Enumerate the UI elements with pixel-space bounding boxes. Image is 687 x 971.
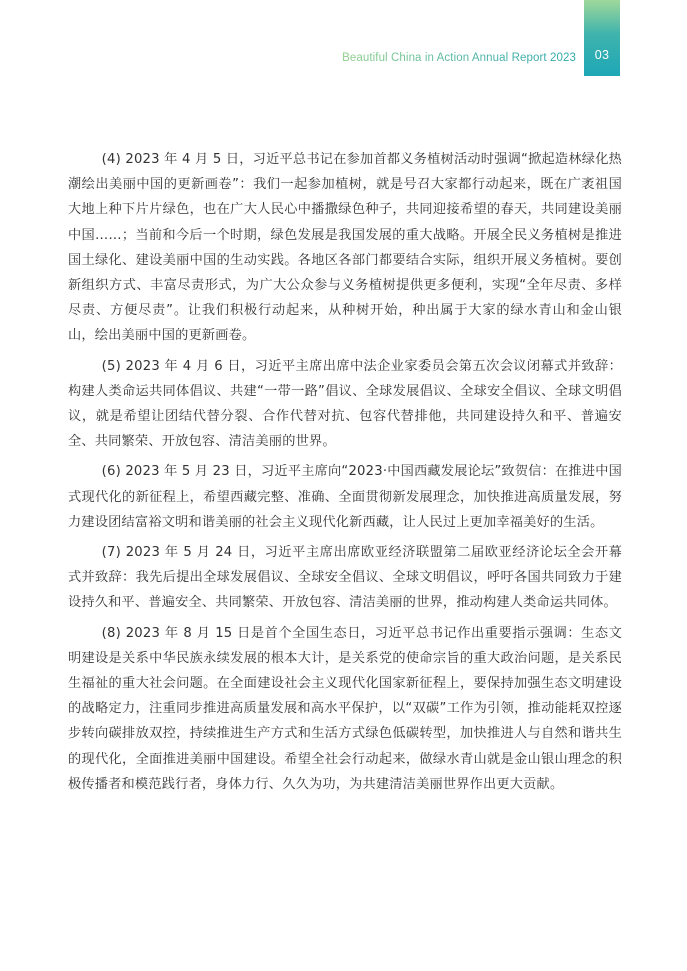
paragraph-7: (7) 2023 年 5 月 24 日，习近平主席出席欧亚经济联盟第二届欧亚经济论坛全会开幕式并致辞：我先后提出全球发展倡议、全球安全倡议、全球文明倡议，呼吁各国共同致力于建设持久和平、普遍安全、共同繁荣、开放包容、清洁美丽的世界，推动构建人类命运共同体。 [68, 545, 622, 611]
page-number: 03 [594, 48, 610, 62]
paragraph-6: (6) 2023 年 5 月 23 日，习近平主席向“2023·中国西藏发展论坛”致贺信：在推进中国式现代化的新征程上，希望西藏完整、准确、全面贯彻新发展理念，加快推进高质量发展，努力建设团结富裕文明和谐美丽的社会主义现代化新西藏，让人民过上更加幸福美好的生活。 [68, 464, 622, 530]
paragraph-4: (4) 2023 年 4 月 5 日，习近平总书记在参加首都义务植树活动时强调“掀起造林绿化热潮绘出美丽中国的更新画卷”：我们一起参加植树，就是号召大家都行动起来，既在广袤祖国大地上种下片片绿色，也在广大人民心中播撒绿色种子，共同迎接希望的春天，共同建设美丽中国……；当前和今后一个时期，绿色发展是我国发展的重大战略。开展全民义务植树是推进国土绿化、建设美丽中国的生动实践。各地区各部门都要结合实际，组织开展义务植树。要创新组织方式、丰富尽责形式，为广大公众参与义务植树提供更多便利，实现“全年尽责、多样尽责、方便尽责”。让我们积极行动起来，从种树开始，种出属于大家的绿水青山和金山银山，绘出美丽中国的更新画卷。 [68, 152, 622, 344]
paragraph-8: (8) 2023 年 8 月 15 日是首个全国生态日，习近平总书记作出重要指示强调：生态文明建设是关系中华民族永续发展的根本大计，是关系党的使命宗旨的重大政治问题，是关系民生福祉的重大社会问题。在全面建设社会主义现代化国家新征程上，要保持加强生态文明建设的战略定力，注重同步推进高质量发展和高水平保护，以“双碳”工作为引领，推动能耗双控逐步转向碳排放双控，持续推进生产方式和生活方式绿色低碳转型，加快推进人与自然和谐共生的现代化，全面推进美丽中国建设。希望全社会行动起来，做绿水青山就是金山银山理念的积极传播者和模范践行者，身体力行、久久为功，为共建清洁美丽世界作出更大贡献。 [68, 625, 622, 792]
report-header-title: Beautiful China in Action Annual Report 2023 [342, 52, 576, 64]
page-number-tab [584, 0, 620, 76]
paragraph-5: (5) 2023 年 4 月 6 日，习近平主席出席中法企业家委员会第五次会议闭幕式并致辞：构建人类命运共同体倡议、共建“一带一路”倡议、全球发展倡议、全球安全倡议、全球文明倡议，就是希望让团结代替分裂、合作代替对抗、包容代替排他，共同建设持久和平、普遍安全、共同繁荣、开放包容、清洁美丽的世界。 [68, 358, 622, 450]
document-body [68, 147, 622, 802]
